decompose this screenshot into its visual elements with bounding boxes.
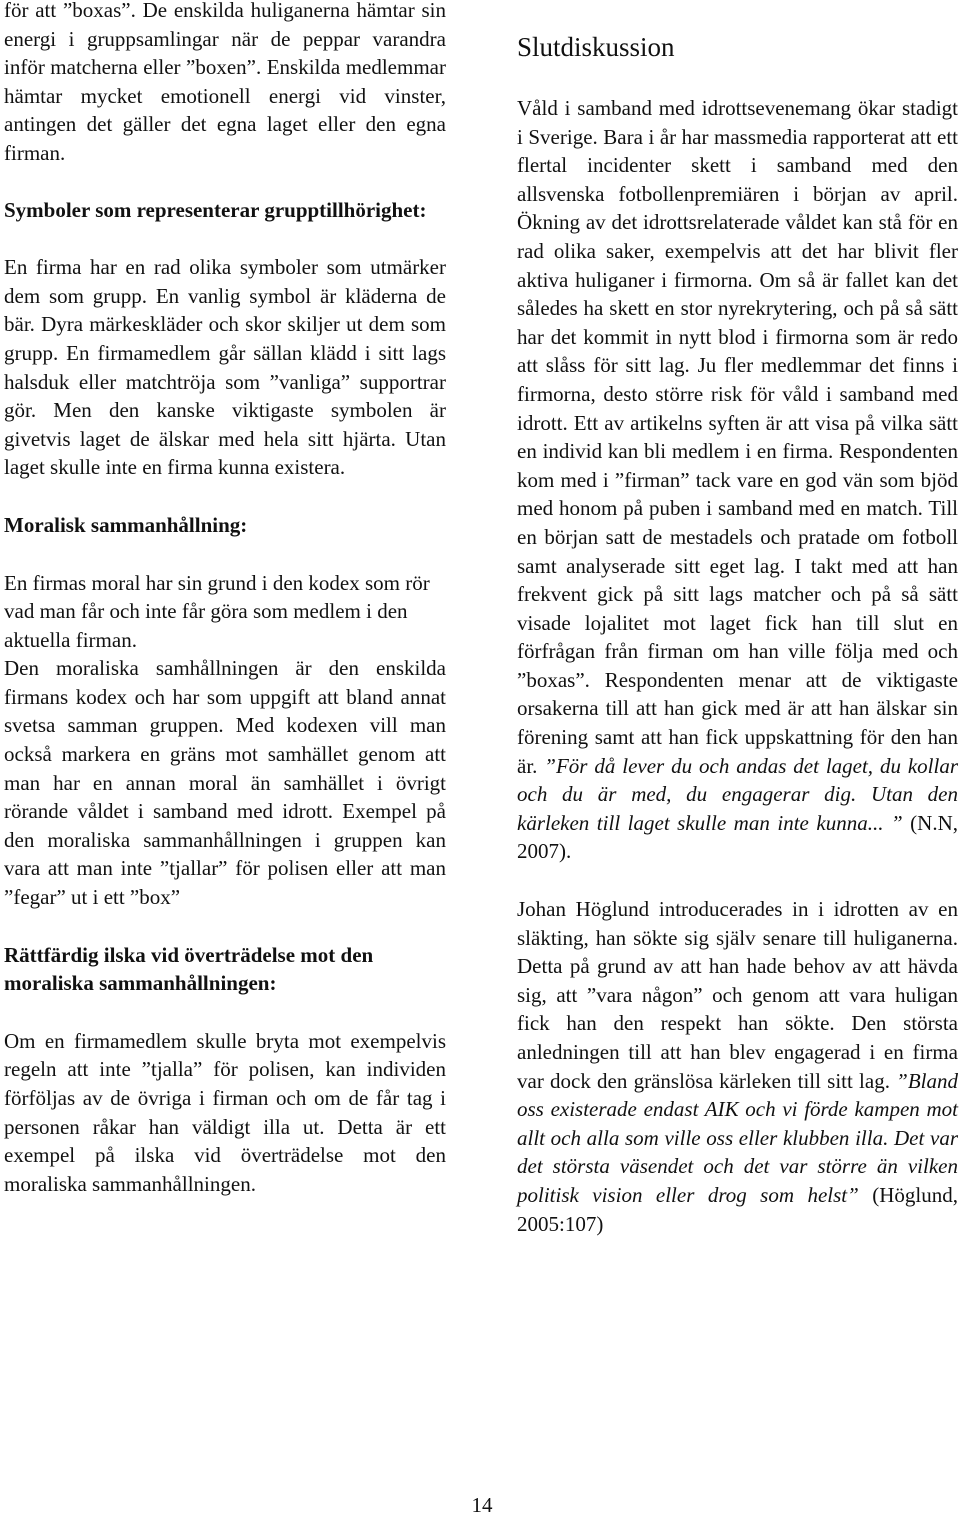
righteous-anger-heading: Rättfärdig ilska vid överträdelse mot den moraliska sammanhållningen:	[4, 942, 374, 996]
moral-paragraph-1: En firmas moral har sin grund i den kodex som rör vad man får och inte får göra som medlem i den aktuella firman.	[4, 570, 430, 652]
hoglund-citation: (Höglund, 2005:107)	[517, 1182, 958, 1236]
right-column	[517, 0, 958, 1238]
symbols-paragraph: En firma har en rad olika symboler som utmärker dem som grupp. En vanlig symbol är kläderna de bär. Dyra märkeskläder och skor skiljer ut dem som grupp. En firmamedlem går sällan klädd i sitt lags halsduk eller matchtröja som ”vanliga” supportrar gör. Men den kanske viktigaste symbolen är givetvis laget de älskar med hela sitt hjärta. Utan laget skulle inte en firma kunna existera.	[4, 255, 446, 480]
discussion-paragraph-1	[517, 94, 958, 866]
discussion-paragraph-2-text: Johan Höglund introducerades in i idrotten av en släkting, han sökte sig själv senare till huliganerna. Detta på grund av att han hade behov av att hävda sig, att ”vara någon” och genom att vara huligan fick han den respekt han sökte. Den största anledningen till att han blev engagerad i en firma var dock den gränslösa kärleken till sitt lag.	[517, 897, 958, 1093]
page-number: 14	[471, 1493, 493, 1517]
symbols-heading: Symboler som representerar grupptillhörighet:	[4, 197, 427, 222]
intro-paragraph: för att ”boxas”. De enskilda huliganerna hämtar sin energi i gruppsamlingar när de peppar varandra inför matcherna eller ”boxen”. Enskilda medlemmar hämtar mycket emotionell energi vid vinster, antingen det gäller det egna laget eller den egna firman.	[4, 0, 446, 165]
left-column	[4, 0, 446, 1198]
moral-paragraph-2: Den moraliska samhållningen är den enskilda firmans kodex och har som uppgift att bland annat svetsa samman gruppen. Med kodexen vill man också markera en gräns mot samhället genom att man har en annan moral än samhället i övrigt rörande våldet i samband med idrott. Exempel på den moraliska sammanhållningen i gruppen kan vara att man inte ”tjallar” för polisen eller att man ”fegar” ut i ett ”box”	[4, 656, 446, 910]
discussion-paragraph-1-text: Våld i samband med idrottsevenemang ökar stadigt i Sverige. Bara i år har massmedia rapporterat att ett flertal incidenter skett i samband med den allsvenska fotbollenpremiären i början av april. Ökning av det idrottsrelaterade våldet kan stå för en rad olika saker, exempelvis att det har blivit fler aktiva huliganer i firmorna. Om så är fallet kan det således ha skett en stor nyrekrytering, och på så sätt har det kommit in nytt blod i firmorna som är redo att slåss för sitt lag. Ju fler medlemmar det finns i firmorna, desto större risk för våld i samband med idrott. Ett av artikelns syften är att visa på vilka sätt en individ kan bli medlem i en firma. Respondenten kom med i ”firman” tack vare en god vän som bjöd med honom på puben i samband med en match. Till en början satt de mestadels och pratade om fotboll samt analyserade sitt eget lag. I takt med att han frekvent gick på sitt lags matcher och på så sätt visade lojalitet mot laget fick han till slut en förfrågan från firman om han ville följa med och ”boxas”. Respondenten menar att de viktigaste orsakerna till att han gick med är att han älskar sin förening samt att han fick uppskattning för den han är.	[517, 96, 958, 778]
respondent-citation: (N.N, 2007).	[517, 810, 958, 864]
hoglund-quote: ”Bland oss existerade endast AIK och vi förde kampen mot allt och alla som ville oss eller klubben illa. Det var det största väsendet och det var större än vilken politisk vision eller drog som helst”	[517, 1068, 958, 1207]
righteous-anger-paragraph: Om en firmamedlem skulle bryta mot exempelvis regeln att inte ”tjalla” för polisen, kan individen förföljas av de övriga i firman och om de får tag i personen råkar han väldigt illa ut. Detta är ett exempel på ilska vid överträdelse mot den moraliska sammanhållningen.	[4, 1028, 446, 1196]
discussion-paragraph-2	[517, 895, 958, 1238]
section-title: Slutdiskussion	[517, 32, 675, 62]
moral-heading: Moralisk sammanhållning:	[4, 512, 248, 537]
respondent-quote: ”För då lever du och andas det laget, du kollar och du är med, du engagerar dig. Utan den kärleken till laget skulle man inte kunna... ”	[517, 753, 958, 835]
